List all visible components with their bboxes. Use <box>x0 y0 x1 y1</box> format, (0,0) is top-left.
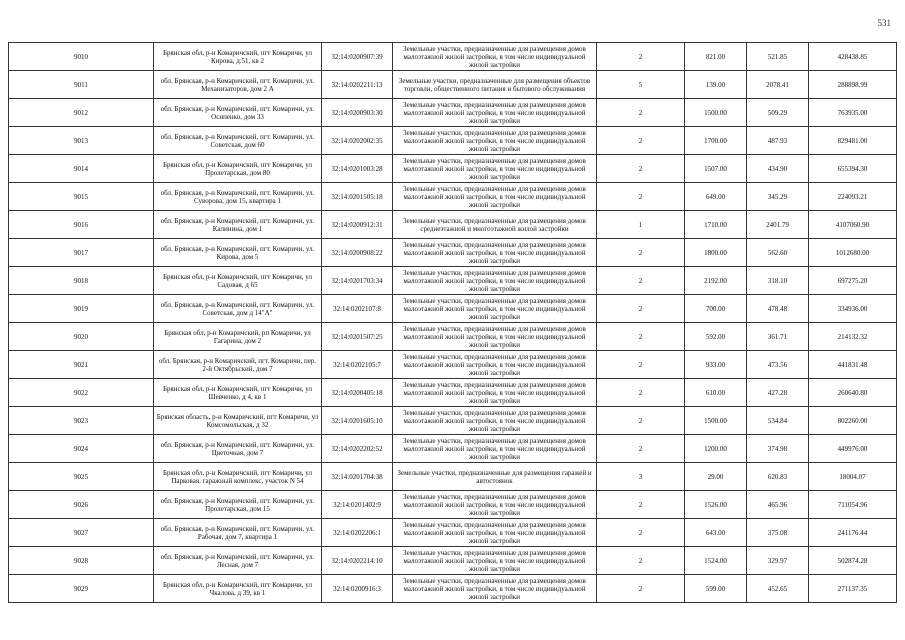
cadastral-number-cell: 32:14:0201507:25 <box>322 323 393 351</box>
cadastral-number-cell: 32:14:0200916:3 <box>322 575 393 603</box>
group-cell: 2 <box>597 435 685 463</box>
row-number: 9017 <box>9 239 154 267</box>
unit-value-cell: 478.48 <box>747 295 809 323</box>
cadastral-number-cell: 32:14:0201703:34 <box>322 267 393 295</box>
unit-value-cell: 465.96 <box>747 491 809 519</box>
area-cell: 700.00 <box>685 295 747 323</box>
cadastral-number-cell: 32:14:0202214:10 <box>322 547 393 575</box>
group-cell: 2 <box>597 519 685 547</box>
cadastral-number-cell: 32:14:0202107:8 <box>322 295 393 323</box>
cadastral-number-cell: 32:14:0202002:35 <box>322 127 393 155</box>
land-use-cell: Земельные участки, предназначенные для размещения домов малоэтажной жилой застройки, в том числе индивидуальной жилой застройки <box>393 267 597 295</box>
land-use-cell: Земельные участки, предназначенные для размещения домов малоэтажной жилой застройки, в том числе индивидуальной жилой застройки <box>393 43 597 71</box>
table-row <box>9 463 897 491</box>
cadastral-value-cell: 214132.32 <box>809 323 897 351</box>
row-number: 9029 <box>9 575 154 603</box>
group-cell: 2 <box>597 351 685 379</box>
unit-value-cell: 562.60 <box>747 239 809 267</box>
area-cell: 592.00 <box>685 323 747 351</box>
row-number: 9018 <box>9 267 154 295</box>
cadastral-number-cell: 32:14:0201505:18 <box>322 183 393 211</box>
page-number: 531 <box>877 18 891 28</box>
group-cell: 2 <box>597 407 685 435</box>
address-cell: обл. Брянская, р-н Комаричский, пгт. Комаричи, ул. Кирова, дом 5 <box>154 239 322 267</box>
row-number: 9024 <box>9 435 154 463</box>
unit-value-cell: 375.08 <box>747 519 809 547</box>
cadastral-value-cell: 449976.00 <box>809 435 897 463</box>
group-cell: 2 <box>597 99 685 127</box>
cadastral-value-cell: 224093.21 <box>809 183 897 211</box>
row-number: 9016 <box>9 211 154 239</box>
group-cell: 2 <box>597 575 685 603</box>
cadastral-value-cell: 697275.20 <box>809 267 897 295</box>
unit-value-cell: 374.98 <box>747 435 809 463</box>
cadastral-number-cell: 32:14:0200908:22 <box>322 239 393 267</box>
cadastral-value-cell: 502874.28 <box>809 547 897 575</box>
land-use-cell: Земельные участки, предназначенные для размещения домов малоэтажной жилой застройки, в том числе индивидуальной жилой застройки <box>393 351 597 379</box>
area-cell: 1200.00 <box>685 435 747 463</box>
cadastral-number-cell: 32:14:0201605:10 <box>322 407 393 435</box>
land-use-cell: Земельные участки, предназначенные для размещения домов малоэтажной жилой застройки, в том числе индивидуальной жилой застройки <box>393 155 597 183</box>
group-cell: 2 <box>597 239 685 267</box>
area-cell: 649.00 <box>685 183 747 211</box>
land-use-cell: Земельные участки, предназначенные для размещения домов малоэтажной жилой застройки, в том числе индивидуальной жилой застройки <box>393 99 597 127</box>
group-cell: 2 <box>597 323 685 351</box>
cadastral-value-cell: 18004.07 <box>809 463 897 491</box>
group-cell: 2 <box>597 183 685 211</box>
address-cell: обл. Брянская, р-н Комаричский, пгт. Комаричи, ул. Советская, дом д 14"А" <box>154 295 322 323</box>
area-cell: 610.00 <box>685 379 747 407</box>
address-cell: обл. Брянская, р-н Комаричский, пгт. Комаричи, ул. Рабочая, дом 7, квартира 1 <box>154 519 322 547</box>
table-row <box>9 127 897 155</box>
cadastral-number-cell: 32:14:0200405:18 <box>322 379 393 407</box>
cadastral-value-cell: 655394.30 <box>809 155 897 183</box>
address-cell: Брянская обл, р-н Комаричский, пгт Комаричи, ул Парковая, гаражный комплекс, участок N 54 <box>154 463 322 491</box>
row-number: 9022 <box>9 379 154 407</box>
area-cell: 933.00 <box>685 351 747 379</box>
address-cell: Брянская обл, р-н Комаричский, пгт Комаричи, ул Садовая, д 65 <box>154 267 322 295</box>
cadastral-number-cell: 32:14:0200907:39 <box>322 43 393 71</box>
address-cell: обл. Брянская, р-н Комаричский, пгт. Комаричи, ул. Осипенко, дом 33 <box>154 99 322 127</box>
group-cell: 2 <box>597 267 685 295</box>
address-cell: обл. Брянская, р-н Комаричский, пгт. Комаричи, ул. Суворова, дом 15, квартира 1 <box>154 183 322 211</box>
table-row <box>9 351 897 379</box>
row-number: 9028 <box>9 547 154 575</box>
group-cell: 2 <box>597 547 685 575</box>
table-row <box>9 379 897 407</box>
cadastral-number-cell: 32:14:0202211:13 <box>322 71 393 99</box>
group-cell: 2 <box>597 491 685 519</box>
area-cell: 2192.00 <box>685 267 747 295</box>
area-cell: 821.00 <box>685 43 747 71</box>
area-cell: 1500.00 <box>685 99 747 127</box>
table-row <box>9 491 897 519</box>
unit-value-cell: 2401.79 <box>747 211 809 239</box>
table-row <box>9 239 897 267</box>
address-cell: Брянская обл, р-н Комаричский, пгт Комаричи, ул Чкалова, д 39, кв 1 <box>154 575 322 603</box>
cadastral-number-cell: 32:14:0200912:31 <box>322 211 393 239</box>
unit-value-cell: 345.29 <box>747 183 809 211</box>
cadastral-value-cell: 334936.00 <box>809 295 897 323</box>
address-cell: обл. Брянская, р-н Комаричский, пгт. Комаричи, ул. Механизаторов, дом 2 А <box>154 71 322 99</box>
land-use-cell: Земельные участки, предназначенные для размещения домов малоэтажной жилой застройки, в том числе индивидуальной жилой застройки <box>393 127 597 155</box>
cadastral-value-cell: 441831.48 <box>809 351 897 379</box>
cadastral-number-cell: 32:14:0201704:38 <box>322 463 393 491</box>
address-cell: обл. Брянская, р-н Комаричский, пгт. Комаричи, ул. Советская, дом 60 <box>154 127 322 155</box>
unit-value-cell: 509.29 <box>747 99 809 127</box>
unit-value-cell: 521.85 <box>747 43 809 71</box>
unit-value-cell: 427.28 <box>747 379 809 407</box>
table-row <box>9 519 897 547</box>
row-number: 9021 <box>9 351 154 379</box>
unit-value-cell: 434.90 <box>747 155 809 183</box>
area-cell: 1524.00 <box>685 547 747 575</box>
group-cell: 2 <box>597 43 685 71</box>
area-cell: 139.00 <box>685 71 747 99</box>
land-use-cell: Земельные участки, предназначенные для размещения домов малоэтажной жилой застройки, в том числе индивидуальной жилой застройки <box>393 323 597 351</box>
table-row <box>9 407 897 435</box>
area-cell: 1700.00 <box>685 127 747 155</box>
area-cell: 599.00 <box>685 575 747 603</box>
row-number: 9010 <box>9 43 154 71</box>
cadastral-number-cell: 32:14:0200903:30 <box>322 99 393 127</box>
address-cell: Брянская обл, р-н Комаричский, рп Комаричи, ул Гагарина, дом 2 <box>154 323 322 351</box>
land-use-cell: Земельные участки, предназначенные для размещения домов среднеэтажной и многоэтажной жилой застройки <box>393 211 597 239</box>
address-cell: Брянская обл, р-н Комаричский, пгт Комаричи, ул Кирова, д.51, кв 2 <box>154 43 322 71</box>
cadastral-value-cell: 271137.35 <box>809 575 897 603</box>
land-use-cell: Земельные участки, предназначенные для размещения домов малоэтажной жилой застройки, в том числе индивидуальной жилой застройки <box>393 407 597 435</box>
land-use-cell: Земельные участки, предназначенные для размещения домов малоэтажной жилой застройки, в том числе индивидуальной жилой застройки <box>393 239 597 267</box>
group-cell: 2 <box>597 155 685 183</box>
cadastral-value-cell: 829481.00 <box>809 127 897 155</box>
unit-value-cell: 452.65 <box>747 575 809 603</box>
cadastral-number-cell: 32:14:0201402:9 <box>322 491 393 519</box>
area-cell: 1507.00 <box>685 155 747 183</box>
row-number: 9011 <box>9 71 154 99</box>
group-cell: 2 <box>597 295 685 323</box>
table-row <box>9 323 897 351</box>
address-cell: обл. Брянская, р-н Комаричский, пгт. Комаричи, ул. Цветочная, дом 7 <box>154 435 322 463</box>
address-cell: обл. Брянская, р-н Комаричский, пгт. Комаричи, ул. Лесная, дом 7 <box>154 547 322 575</box>
cadastral-value-cell: 4107060.90 <box>809 211 897 239</box>
land-use-cell: Земельные участки, предназначенные для размещения объектов торговли, общественного питания и бытового обслуживания <box>393 71 597 99</box>
area-cell: 1710.00 <box>685 211 747 239</box>
cadastral-value-cell: 288898.99 <box>809 71 897 99</box>
address-cell: обл. Брянская, р-н Комаричский, пгт. Комаричи, ул. Пролетарская, дом 15 <box>154 491 322 519</box>
area-cell: 1800.00 <box>685 239 747 267</box>
group-cell: 5 <box>597 71 685 99</box>
table-row <box>9 155 897 183</box>
table-row <box>9 575 897 603</box>
cadastral-value-cell: 1012680.00 <box>809 239 897 267</box>
unit-value-cell: 620.83 <box>747 463 809 491</box>
table-row <box>9 267 897 295</box>
table-row <box>9 71 897 99</box>
cadastral-value-cell: 802260.00 <box>809 407 897 435</box>
table-row <box>9 547 897 575</box>
address-cell: Брянская область, р-н Комаричский, пгт Комаричи, ул Комсомольская, д 32 <box>154 407 322 435</box>
cadastral-value-cell: 711054.96 <box>809 491 897 519</box>
unit-value-cell: 318.10 <box>747 267 809 295</box>
address-cell: обл. Брянская, р-н Комаричский, пгт. Комаричи, ул. Калинина, дом 1 <box>154 211 322 239</box>
unit-value-cell: 329.97 <box>747 547 809 575</box>
land-use-cell: Земельные участки, предназначенные для размещения гаражей и автостоянок <box>393 463 597 491</box>
cadastral-number-cell: 32:14:0202202:52 <box>322 435 393 463</box>
unit-value-cell: 473.56 <box>747 351 809 379</box>
row-number: 9023 <box>9 407 154 435</box>
group-cell: 1 <box>597 211 685 239</box>
row-number: 9014 <box>9 155 154 183</box>
cadastral-value-cell: 241176.44 <box>809 519 897 547</box>
row-number: 9019 <box>9 295 154 323</box>
table-row <box>9 183 897 211</box>
cadastral-value-cell: 428438.85 <box>809 43 897 71</box>
row-number: 9027 <box>9 519 154 547</box>
row-number: 9015 <box>9 183 154 211</box>
area-cell: 643.00 <box>685 519 747 547</box>
row-number: 9025 <box>9 463 154 491</box>
cadastral-value-cell: 260640.80 <box>809 379 897 407</box>
table-row <box>9 99 897 127</box>
land-use-cell: Земельные участки, предназначенные для размещения домов малоэтажной жилой застройки, в том числе индивидуальной жилой застройки <box>393 435 597 463</box>
area-cell: 29.00 <box>685 463 747 491</box>
row-number: 9012 <box>9 99 154 127</box>
land-use-cell: Земельные участки, предназначенные для размещения домов малоэтажной жилой застройки, в том числе индивидуальной жилой застройки <box>393 295 597 323</box>
address-cell: обл. Брянская, р-н Комаричский, пгт. Комаричи, пер. 2-й Октябрьский, дом 7 <box>154 351 322 379</box>
land-use-cell: Земельные участки, предназначенные для размещения домов малоэтажной жилой застройки, в том числе индивидуальной жилой застройки <box>393 491 597 519</box>
table-row <box>9 211 897 239</box>
group-cell: 2 <box>597 379 685 407</box>
cadastral-number-cell: 32:14:0201003:28 <box>322 155 393 183</box>
address-cell: Брянская обл, р-н Комаричский, пгт Комаричи, ул Пролетарская, дом 80 <box>154 155 322 183</box>
unit-value-cell: 534.84 <box>747 407 809 435</box>
cadastral-value-table <box>8 42 897 603</box>
row-number: 9020 <box>9 323 154 351</box>
address-cell: Брянская обл, р-н Комаричский, пгт Комаричи, ул Шевченко, д 4, кв 1 <box>154 379 322 407</box>
cadastral-number-cell: 32:14:0202105:7 <box>322 351 393 379</box>
area-cell: 1526.00 <box>685 491 747 519</box>
cadastral-number-cell: 32:14:0202206:1 <box>322 519 393 547</box>
land-use-cell: Земельные участки, предназначенные для размещения домов малоэтажной жилой застройки, в том числе индивидуальной жилой застройки <box>393 575 597 603</box>
land-use-cell: Земельные участки, предназначенные для размещения домов малоэтажной жилой застройки, в том числе индивидуальной жилой застройки <box>393 519 597 547</box>
group-cell: 2 <box>597 127 685 155</box>
unit-value-cell: 361.71 <box>747 323 809 351</box>
table-row <box>9 43 897 71</box>
table-row <box>9 295 897 323</box>
land-use-cell: Земельные участки, предназначенные для размещения домов малоэтажной жилой застройки, в том числе индивидуальной жилой застройки <box>393 547 597 575</box>
land-use-cell: Земельные участки, предназначенные для размещения домов малоэтажной жилой застройки, в том числе индивидуальной жилой застройки <box>393 183 597 211</box>
area-cell: 1500.00 <box>685 407 747 435</box>
cadastral-value-cell: 763935.00 <box>809 99 897 127</box>
unit-value-cell: 487.93 <box>747 127 809 155</box>
table-row <box>9 435 897 463</box>
row-number: 9013 <box>9 127 154 155</box>
land-use-cell: Земельные участки, предназначенные для размещения домов малоэтажной жилой застройки, в том числе индивидуальной жилой застройки <box>393 379 597 407</box>
row-number: 9026 <box>9 491 154 519</box>
unit-value-cell: 2078.41 <box>747 71 809 99</box>
group-cell: 3 <box>597 463 685 491</box>
